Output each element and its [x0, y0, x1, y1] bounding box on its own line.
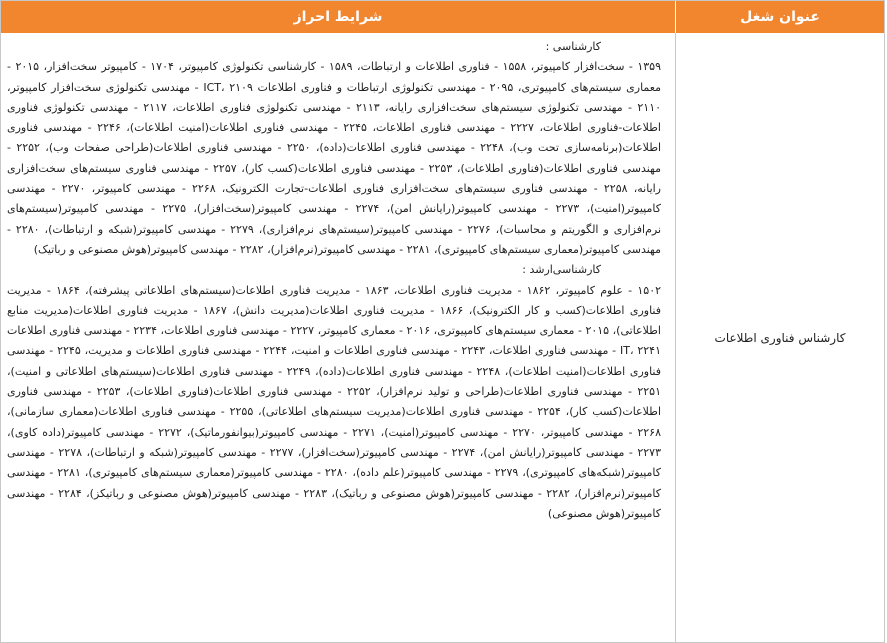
bachelor-label: کارشناسی : [545, 40, 601, 53]
master-label: کارشناسی‌ارشد : [522, 263, 601, 277]
job-title-cell: کارشناس فناوری اطلاعات [675, 33, 884, 642]
master-fields: ۱۵۰۲ - علوم کامپیوتر، ۱۸۶۲ - مدیریت فناوری اطلاعات، ۱۸۶۳ - مدیریت فناوری اطلاعات(سیستم‌های اطلاعاتی پیشرفته)، ۱۸۶۴ - مدیریت فناوری اطلاعات(کسب و کار الکترونیک)، ۱۸۶۶ - مدیریت فناوری اطلاعات(مدیریت دانش)، ۱۸۶۷ - مدیریت فناوری اطلاعات(مدیریت منابع اطلاعاتی)، ۲۰۱۵ - معماری سیستم‌های کامپیوتری، ۲۰۱۶ - معماری کامپیوتر، ۲۲۲۷ - مهندسی فناوری اطلاعات، ۲۲۳۴ - مهندسی فناوری اطلاعات IT، ۲۲۴۱ - مهندسی فناوری اطلاعات، ۲۲۴۳ - مهندسی فناوری اطلاعات و امنیت، ۲۲۴۴ - مهندسی فناوری اطلاعات و مدیریت، ۲۲۴۵ - مهندسی فناوری اطلاعات(امنیت اطلاعات)، ۲۲۴۸ - مهندسی فناوری اطلاعات(داده)، ۲۲۴۹ - مهندسی فناوری اطلاعات(سیستم‌های اطلاعاتی و امنیت)، ۲۲۵۱ - مهندسی فناوری اطلاعات(طراحی و تولید نرم‌افزار)، ۲۲۵۲ - مهندسی فناوری اطلاعات(فناوری اطلاعات)، ۲۲۵۳ - مهندسی فناوری اطلاعات(کسب کار)، ۲۲۵۴ - مهندسی فناوری اطلاعات(مدیریت سیستم‌های اطلاعاتی)، ۲۲۵۵ - مهندسی فناوری اطلاعات(معماری سازمانی)، ۲۲۶۸ - مهندسی کامپیوتر، ۲۲۷۰ - مهندسی کامپیوتر(امنیت)، ۲۲۷۱ - مهندسی کامپیوتر(بیوانفورماتیک)، ۲۲۷۲ - مهندسی کامپیوتر(داده کاوی)، ۲۲۷۳ - مهندسی کامپیوتر(رایانش امن)، ۲۲۷۴ - مهندسی کامپیوتر(سخت‌افزار)، ۲۲۷۷ - مهندسی کامپیوتر(شبکه و ارتباطات)، ۲۲۷۸ - مهندسی کامپیوتر(شبکه‌های کامپیوتری)، ۲۲۷۹ - مهندسی کامپیوتر(علم داده)، ۲۲۸۰ - مهندسی کامپیوتر(معماری سیستم‌های کامپیوتری)، ۲۲۸۱ - مهندسی کامپیوتر(نرم‌افزار)، ۲۲۸۲ - مهندسی کامپیوتر(هوش مصنوعی و رباتیک)، ۲۲۸۳ - مهندسی کامپیوتر(هوش مصنوعی و رباتیکز)، ۲۲۸۴ - مهندسی کامپیوتر(هوش مصنوعی) [7, 283, 662, 520]
table-row [1, 33, 884, 642]
bachelor-fields: ۱۳۵۹ - سخت‌افزار کامپیوتر، ۱۵۵۸ - فناوری اطلاعات و ارتباطات، ۱۵۸۹ - کارشناسی تکنولوژی کامپیوتر، ۱۷۰۴ - کامپیوتر سخت‌افزار، ۲۰۱۵ - معماری سیستم‌های کامپیوتری، ۲۰۹۵ - مهندسی تکنولوژی ارتباطات و فناوری اطلاعات ICT، ۲۱۰۹ - مهندسی تکنولوژی سخت‌افزار کامپیوتر، ۲۱۱۰ - مهندسی تکنولوژی سیستم‌های سخت‌افزاری رایانه، ۲۱۱۳ - مهندسی تکنولوژی فناوری اطلاعات، ۲۱۱۷ - مهندسی تکنولوژی فناوری اطلاعات-فناوری اطلاعات، ۲۲۲۷ - مهندسی فناوری اطلاعات، ۲۲۴۵ - مهندسی فناوری اطلاعات(امنیت اطلاعات)، ۲۲۴۶ - مهندسی فناوری اطلاعات(برنامه‌سازی تحت وب)، ۲۲۴۸ - مهندسی فناوری اطلاعات(داده)، ۲۲۵۰ - مهندسی فناوری اطلاعات(طراحی صفحات وب)، ۲۲۵۲ - مهندسی فناوری اطلاعات(فناوری اطلاعات)، ۲۲۵۳ - مهندسی فناوری اطلاعات(کسب کار)، ۲۲۵۷ - مهندسی فناوری سیستم‌های سخت‌افزاری رایانه، ۲۲۵۸ - مهندسی فناوری سیستم‌های سخت‌افزاری فناوری اطلاعات-تجارت الکترونیک، ۲۲۶۸ - مهندسی کامپیوتر، ۲۲۷۰ - مهندسی کامپیوتر(امنیت)، ۲۲۷۳ - مهندسی کامپیوتر(رایانش امن)، ۲۲۷۴ - مهندسی کامپیوتر(سخت‌افزار)، ۲۲۷۵ - مهندسی کامپیوتر(سیستم‌های نرم‌افزاری و الگوریتم و محاسبات)، ۲۲۷۶ - مهندسی کامپیوتر(سیستم‌های نرم‌افزاری)، ۲۲۷۹ - مهندسی کامپیوتر(شبکه و ارتباطات)، ۲۲۸۰ - مهندسی کامپیوتر(معماری سیستم‌های کامپیوتری)، ۲۲۸۱ - مهندسی کامپیوتر(نرم‌افزار)، ۲۲۸۲ - مهندسی کامپیوتر(هوش مصنوعی و رباتیک) [7, 60, 662, 256]
conditions-cell [1, 33, 675, 642]
header-conditions: شرایط احراز [293, 9, 383, 25]
table-header [1, 1, 884, 33]
header-job-title: عنوان شغل [675, 1, 884, 33]
